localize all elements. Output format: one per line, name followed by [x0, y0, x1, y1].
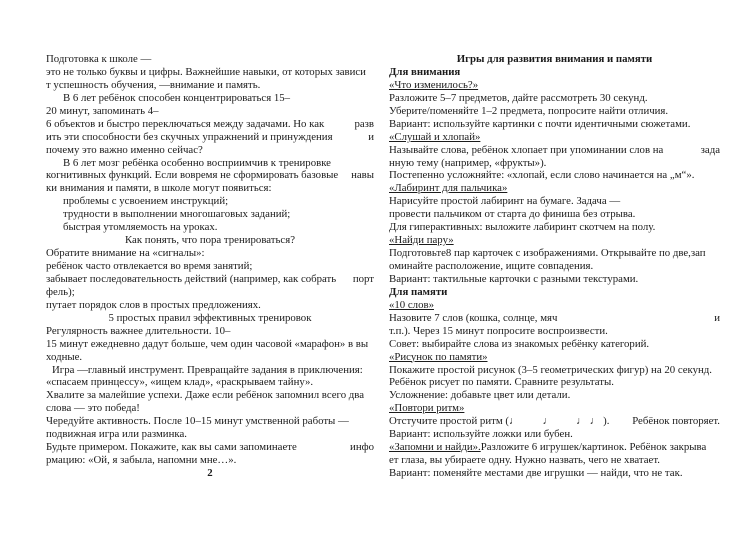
- page-number: 2: [207, 467, 213, 479]
- text-run: забывает последовательность действий (например, как собрать: [46, 272, 337, 285]
- text-line: [389, 260, 720, 273]
- section-title: Игры для развития внимания и памяти: [456, 53, 653, 65]
- text-line: [46, 118, 374, 131]
- text-line: [46, 92, 374, 105]
- text-run: Уберите/поменяйте 1–2 предмета, попросите найти отличия.: [389, 104, 669, 117]
- text-run: т.п.). Через 15 минут попросите воспроизвести.: [389, 324, 608, 337]
- text-run: зада: [700, 143, 720, 156]
- text-line: [389, 299, 720, 312]
- text-line: [46, 105, 374, 118]
- text-run: Постепенно усложняйте: «хлопай, если слово начинается на „м“».: [389, 169, 695, 182]
- text-line: [46, 454, 374, 467]
- text-line: [46, 402, 374, 415]
- text-line: [389, 376, 720, 389]
- text-run: Вариант: тактильные карточки с разными текстурами.: [389, 272, 639, 285]
- text-line: [389, 157, 720, 170]
- text-run: провести пальчиком от старта до финиша без отрыва.: [389, 208, 636, 221]
- text-run: и: [714, 311, 720, 324]
- quarter-note-glyph: ♩ ♩ ).: [576, 415, 610, 428]
- text-line: [46, 234, 374, 247]
- text-line: [389, 92, 720, 105]
- text-run: Ребёнок рисует по памяти. Сравните результаты.: [389, 376, 614, 389]
- text-run: Обратите внимание на «сигналы»:: [46, 247, 205, 260]
- text-line: [389, 169, 720, 182]
- text-run: Разложите 5–7 предметов, дайте рассмотреть 30 секунд.: [389, 91, 648, 104]
- game-title: «10 слов»: [389, 298, 434, 311]
- text-run: ки внимания и памяти, в школе могут появиться:: [46, 182, 272, 195]
- text-line: [389, 454, 720, 467]
- text-line: [46, 273, 374, 286]
- text-run: Покажите простой рисунок (3–5 геометрических фигур) на 20 секунд.: [389, 363, 713, 376]
- text-line: [46, 415, 374, 428]
- game-title: «Лабиринт для пальчика»: [389, 182, 508, 195]
- text-run: Усложнение: добавьте цвет или детали.: [389, 389, 571, 402]
- text-line: [389, 286, 720, 299]
- text-line: [389, 441, 720, 454]
- text-line: [46, 312, 374, 325]
- text-run: быстрая утомляемость на уроках.: [63, 221, 218, 234]
- text-run: 6 объектов и быстро переключаться между задачами. Но как: [46, 117, 325, 130]
- text-run: это не только буквы и цифры. Важнейшие навыки, от которых зависи: [46, 65, 366, 78]
- text-line: [389, 312, 720, 325]
- text-line: [389, 208, 720, 221]
- text-line: [46, 131, 374, 144]
- text-run: слова — это победа!: [46, 402, 140, 415]
- text-run: Ребёнок повторяет.: [632, 415, 720, 428]
- text-line: [46, 247, 374, 260]
- text-line: [389, 131, 720, 144]
- text-line: [46, 325, 374, 338]
- text-run: Вариант: поменяйте местами две игрушки — найди, что не так.: [389, 467, 683, 479]
- quarter-note-glyph: Отстучите простой ритм (♩: [389, 415, 520, 428]
- text-run: ет глаза, вы убираете одну. Нужно назвать, чего не хватает.: [389, 454, 660, 467]
- text-line: [389, 428, 720, 441]
- text-line: [46, 169, 374, 182]
- text-run: оминайте расположение, ищите совпадения.: [389, 260, 594, 272]
- text-run: 20 минут, запоминать 4–: [46, 104, 159, 117]
- text-line: [46, 376, 374, 389]
- subsection-heading: Для внимания: [389, 65, 461, 78]
- right-page: [389, 53, 720, 480]
- text-line: [389, 247, 720, 260]
- text-run: 5 простых правил эффективных тренировок: [108, 311, 312, 324]
- text-line: [389, 105, 720, 118]
- text-line: [46, 299, 374, 312]
- text-line: [389, 195, 720, 208]
- game-title: «Рисунок по памяти»: [389, 350, 488, 363]
- text-run: разв: [354, 117, 374, 130]
- text-line: [389, 53, 720, 66]
- game-title: «Повтори ритм»: [389, 402, 465, 415]
- text-run: Будьте примером. Покажите, как вы сами запоминаете: [46, 441, 297, 454]
- text-run: Вариант: используйте ложки или бубен.: [389, 428, 573, 441]
- text-line: [46, 221, 374, 234]
- text-line: [46, 157, 374, 170]
- subsection-heading: Для памяти: [389, 285, 448, 298]
- text-line: [46, 389, 374, 402]
- text-line: [389, 118, 720, 131]
- text-run: ходные.: [46, 350, 83, 363]
- text-run: рмацию: «Ой, я забыла, напомни мне…».: [46, 454, 237, 467]
- text-line: [46, 79, 374, 92]
- text-line: [46, 53, 374, 66]
- text-line: [46, 351, 374, 364]
- text-run: Хвалите за малейшие успехи. Даже если ребёнок запомнил всего два: [46, 389, 365, 402]
- text-run: путает порядок слов в простых предложениях.: [46, 298, 261, 311]
- text-line: [389, 79, 720, 92]
- text-line: [46, 338, 374, 351]
- text-run: «спасаем принцессу», «ищем клад», «раскрываем тайну».: [46, 376, 314, 389]
- text-line: [389, 389, 720, 402]
- text-run: инфо: [350, 441, 374, 454]
- text-line: [389, 273, 720, 286]
- text-run: порт: [352, 272, 374, 285]
- left-page: [46, 53, 374, 480]
- text-line: [46, 195, 374, 208]
- text-run: 15 минут ежедневно дадут больше, чем один часовой «марафон» в вы: [46, 337, 369, 350]
- text-line: [389, 338, 720, 351]
- text-run: Разложите 6 игрушек/картинок. Ребёнок закрыва: [480, 441, 707, 454]
- text-run: Подготовьте8 пар карточек с изображениями. Открывайте по две,зап: [389, 247, 706, 260]
- text-line: [46, 441, 374, 454]
- game-title: «Запомни и найди».: [389, 441, 481, 454]
- text-run: почему это важно именно сейчас?: [46, 143, 203, 156]
- text-line: [46, 66, 374, 79]
- text-run: Нарисуйте простой лабиринт на бумаге. Задача —: [389, 195, 621, 208]
- text-run: Называйте слова, ребёнок хлопает при упоминании слов на: [389, 143, 664, 156]
- game-title: «Что изменилось?»: [389, 78, 479, 91]
- text-run: Чередуйте активность. После 10–15 минут умственной работы —: [46, 415, 349, 428]
- quarter-note-glyph: ♩: [542, 415, 554, 428]
- text-run: Игра —главный инструмент. Превращайте задания в приключения:: [52, 363, 363, 376]
- text-line: [389, 467, 720, 480]
- text-run: Вариант: используйте картинки с почти идентичными сюжетами.: [389, 117, 691, 130]
- text-line: [389, 415, 720, 428]
- text-line: [46, 286, 374, 299]
- text-line: [46, 182, 374, 195]
- text-run: В 6 лет мозг ребёнка особенно восприимчив к тренировке: [63, 156, 331, 169]
- text-line: [46, 364, 374, 377]
- text-run: проблемы с усвоением инструкций;: [63, 195, 229, 208]
- text-line: [389, 221, 720, 234]
- text-run: и: [368, 130, 374, 143]
- text-run: фель);: [46, 285, 75, 298]
- game-title: «Слушай и хлопай»: [389, 130, 481, 143]
- text-line: [389, 182, 720, 195]
- text-run: Назовите 7 слов (кошка, солнце, мяч: [389, 311, 558, 324]
- text-run: нную тему (например, «фрукты»).: [389, 156, 547, 169]
- text-line: [46, 428, 374, 441]
- text-line: [46, 144, 374, 157]
- text-line: [46, 467, 374, 480]
- text-run: Регулярность важнее длительности. 10–: [46, 324, 231, 337]
- text-run: навы: [351, 169, 374, 182]
- text-line: [389, 325, 720, 338]
- text-line: [389, 144, 720, 157]
- text-line: [389, 66, 720, 79]
- text-run: ить эти способности без скучных упражнений и принуждения: [46, 130, 333, 143]
- text-run: Совет: выбирайте слова из знакомых ребёнку категорий.: [389, 337, 650, 350]
- text-line: [389, 351, 720, 364]
- text-run: трудности в выполнении многошаговых заданий;: [63, 208, 291, 221]
- text-run: Как понять, что пора тренироваться?: [125, 234, 295, 247]
- game-title: «Найди пару»: [389, 234, 454, 247]
- text-line: [46, 260, 374, 273]
- text-run: ребёнок часто отвлекается во время занятий;: [46, 260, 253, 272]
- text-run: когнитивных функций. Если вовремя не сформировать базовые: [46, 169, 339, 182]
- text-line: [46, 208, 374, 221]
- text-run: подвижная игра или разминка.: [46, 428, 187, 441]
- text-run: т успешность обучения, —внимание и память.: [46, 78, 261, 91]
- text-run: Подготовка к школе —: [46, 53, 152, 65]
- text-line: [389, 234, 720, 247]
- text-run: Для гиперактивных: выложите лабиринт скотчем на полу.: [389, 221, 656, 234]
- text-run: В 6 лет ребёнок способен концентрироваться 15–: [63, 91, 291, 104]
- text-line: [389, 402, 720, 415]
- text-line: [389, 364, 720, 377]
